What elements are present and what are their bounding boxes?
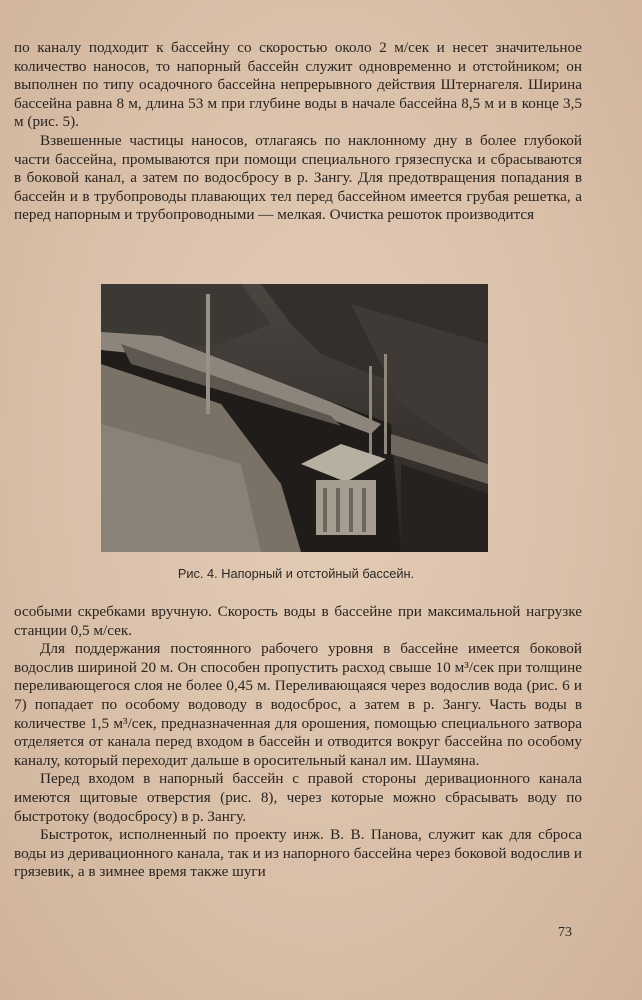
paragraph-2: Взвешенные частицы наносов, отлагаясь по наклонному дну в более глубокой части бассейна, промываются при помощи специального грязеспуска и сбрасываются в боковой канал, а затем по водосбросу в р. Зангу. Для предотвращения попадания в бассейн и в трубопроводы плавающих тел перед бассейном имеется грубая решетка, а перед напорным и трубопроводными — мелкая. Очистка решоток производится <box>14 131 582 224</box>
bottom-text-block <box>14 603 582 882</box>
paragraph-1: по каналу подходит к бассейну со скоростью около 2 м/сек и несет значительное количество наносов, то напорный бассейн служит одновременно и отстойником; он выполнен по типу осадочного бассейна непрерывного действия Штернагеля. Ширина бассейна равна 8 м, длина 53 м при глубине воды в начале бассейна 8,5 м и в конце 3,5 м (рис. 5). <box>14 39 582 131</box>
top-text-block <box>14 39 582 225</box>
figure-photo <box>101 284 488 552</box>
page-number: 73 <box>558 925 572 940</box>
paragraph-5: Перед входом в напорный бассейн с правой стороны деривационного канала имеются щитовые отверстия (рис. 8), через которые можно сбрасывать воду по быстротоку (водосбросу) в р. Зангу. <box>14 770 582 825</box>
paragraph-3: особыми скребками вручную. Скорость воды в бассейне при максимальной нагрузке станции 0,5 м/сек. <box>14 603 582 639</box>
paragraph-4: Для поддержания постоянного рабочего уровня в бассейне имеется боковой водослив шириной 20 м. Он способен пропустить расход свыше 10 м³/сек при толщине переливающегося слоя не более 0,45 м. Переливающаяся через водослив вода (рис. 6 и 7) попадает по особому водоводу в водосброс, а затем в р. Зангу. Часть воды в количестве 1,5 м³/сек, предназначенная для орошения, помощью специального затвора отделяется от канала перед входом в бассейн и отводится вокруг бассейна по особому каналу, который переходит дальше в оросительный канал им. Шаумяна. <box>14 640 582 769</box>
figure-caption: Рис. 4. Напорный и отстойный бассейн. <box>177 566 415 581</box>
photo-illustration <box>101 284 488 552</box>
paragraph-6: Быстроток, исполненный по проекту инж. В. В. Панова, служит как для сброса воды из деривационного канала, так и из напорного бассейна через боковой водослив и грязевик, а в зимнее время также шуги <box>14 826 582 881</box>
